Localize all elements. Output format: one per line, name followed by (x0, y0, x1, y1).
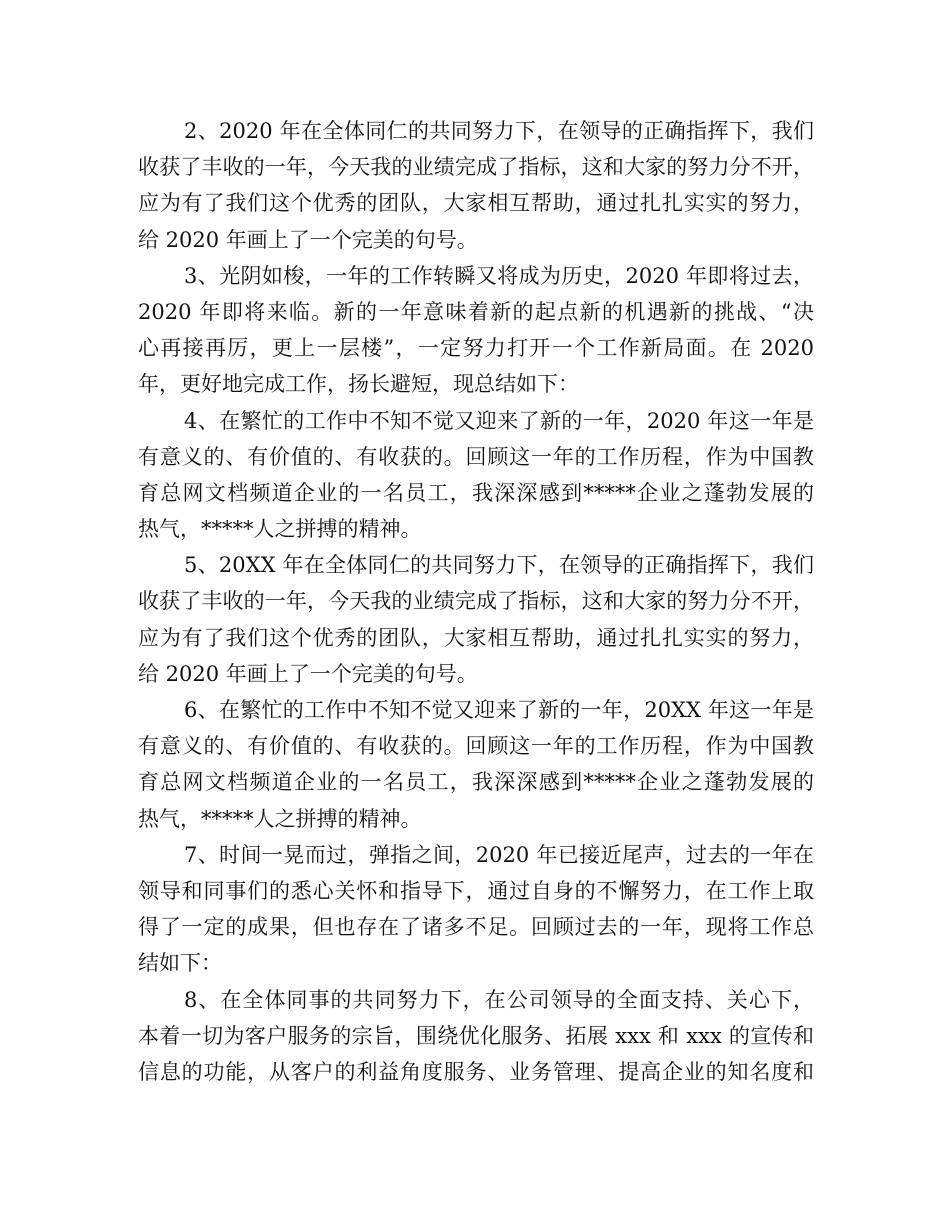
text-line: 有意义的、有价值的、有收获的。回顾这一年的工作历程，作为中国教 (138, 734, 814, 759)
text-line: 有意义的、有价值的、有收获的。回顾这一年的工作历程，作为中国教 (138, 444, 814, 469)
document-body (138, 113, 814, 1090)
text-line: 结如下： (138, 951, 222, 976)
text-line: 给 2020 年画上了一个完美的句号。 (138, 661, 478, 686)
text-line: 年，更好地完成工作，扬长避短，现总结如下： (138, 372, 579, 397)
paragraph-7 (138, 837, 814, 982)
text-line: 信息的功能，从客户的利益角度服务、业务管理、提高企业的知名度和 (138, 1059, 814, 1084)
text-line: 8、在全体同事的共同努力下，在公司领导的全面支持、关心下， (184, 987, 814, 1012)
text-line: 6、在繁忙的工作中不知不觉又迎来了新的一年，20XX 年这一年是 (184, 698, 814, 722)
text-line: 育总网文档频道企业的一名员工，我深深感到*****企业之蓬勃发展的 (138, 770, 814, 795)
text-line: 5、20XX 年在全体同仁的共同努力下，在领导的正确指挥下，我们 (184, 553, 814, 578)
text-line: 收获了丰收的一年，今天我的业绩完成了指标，这和大家的努力分不开， (138, 589, 814, 614)
text-line: 收获了丰收的一年，今天我的业绩完成了指标，这和大家的努力分不开， (138, 155, 814, 180)
paragraph-2 (138, 113, 814, 258)
text-line: 热气，*****人之拼搏的精神。 (138, 806, 422, 831)
paragraph-5 (138, 547, 814, 692)
text-line: 7、时间一晃而过，弹指之间，2020 年已接近尾声，过去的一年在 (184, 842, 814, 867)
text-line: 应为有了我们这个优秀的团队，大家相互帮助，通过扎扎实实的努力， (138, 191, 814, 216)
paragraph-3 (138, 258, 814, 403)
text-line: 热气，*****人之拼搏的精神。 (138, 517, 422, 542)
text-line: 育总网文档频道企业的一名员工，我深深感到*****企业之蓬勃发展的 (138, 480, 814, 505)
text-line: 2、2020 年在全体同仁的共同努力下，在领导的正确指挥下，我们 (184, 119, 814, 143)
paragraph-6 (138, 692, 814, 837)
paragraph-8 (138, 982, 814, 1091)
text-line: 应为有了我们这个优秀的团队，大家相互帮助，通过扎扎实实的努力， (138, 625, 814, 650)
text-line: 心再接再厉，更上一层楼”，一定努力打开一个工作新局面。在 2020 (138, 336, 814, 361)
paragraph-4 (138, 403, 814, 548)
text-line: 得了一定的成果，但也存在了诸多不足。回顾过去的一年，现将工作总 (138, 915, 814, 940)
text-line: 领导和同事们的悉心关怀和指导下，通过自身的不懈努力，在工作上取 (138, 878, 814, 903)
text-line: 本着一切为客户服务的宗旨，围绕优化服务、拓展 xxx 和 xxx 的宣传和 (138, 1023, 814, 1048)
text-line: 2020 年即将来临。新的一年意味着新的起点新的机遇新的挑战、“决 (138, 299, 814, 324)
text-line: 4、在繁忙的工作中不知不觉又迎来了新的一年，2020 年这一年是 (184, 408, 814, 433)
text-line: 给 2020 年画上了一个完美的句号。 (138, 227, 478, 252)
text-line: 3、光阴如梭，一年的工作转瞬又将成为历史，2020 年即将过去， (184, 263, 814, 288)
